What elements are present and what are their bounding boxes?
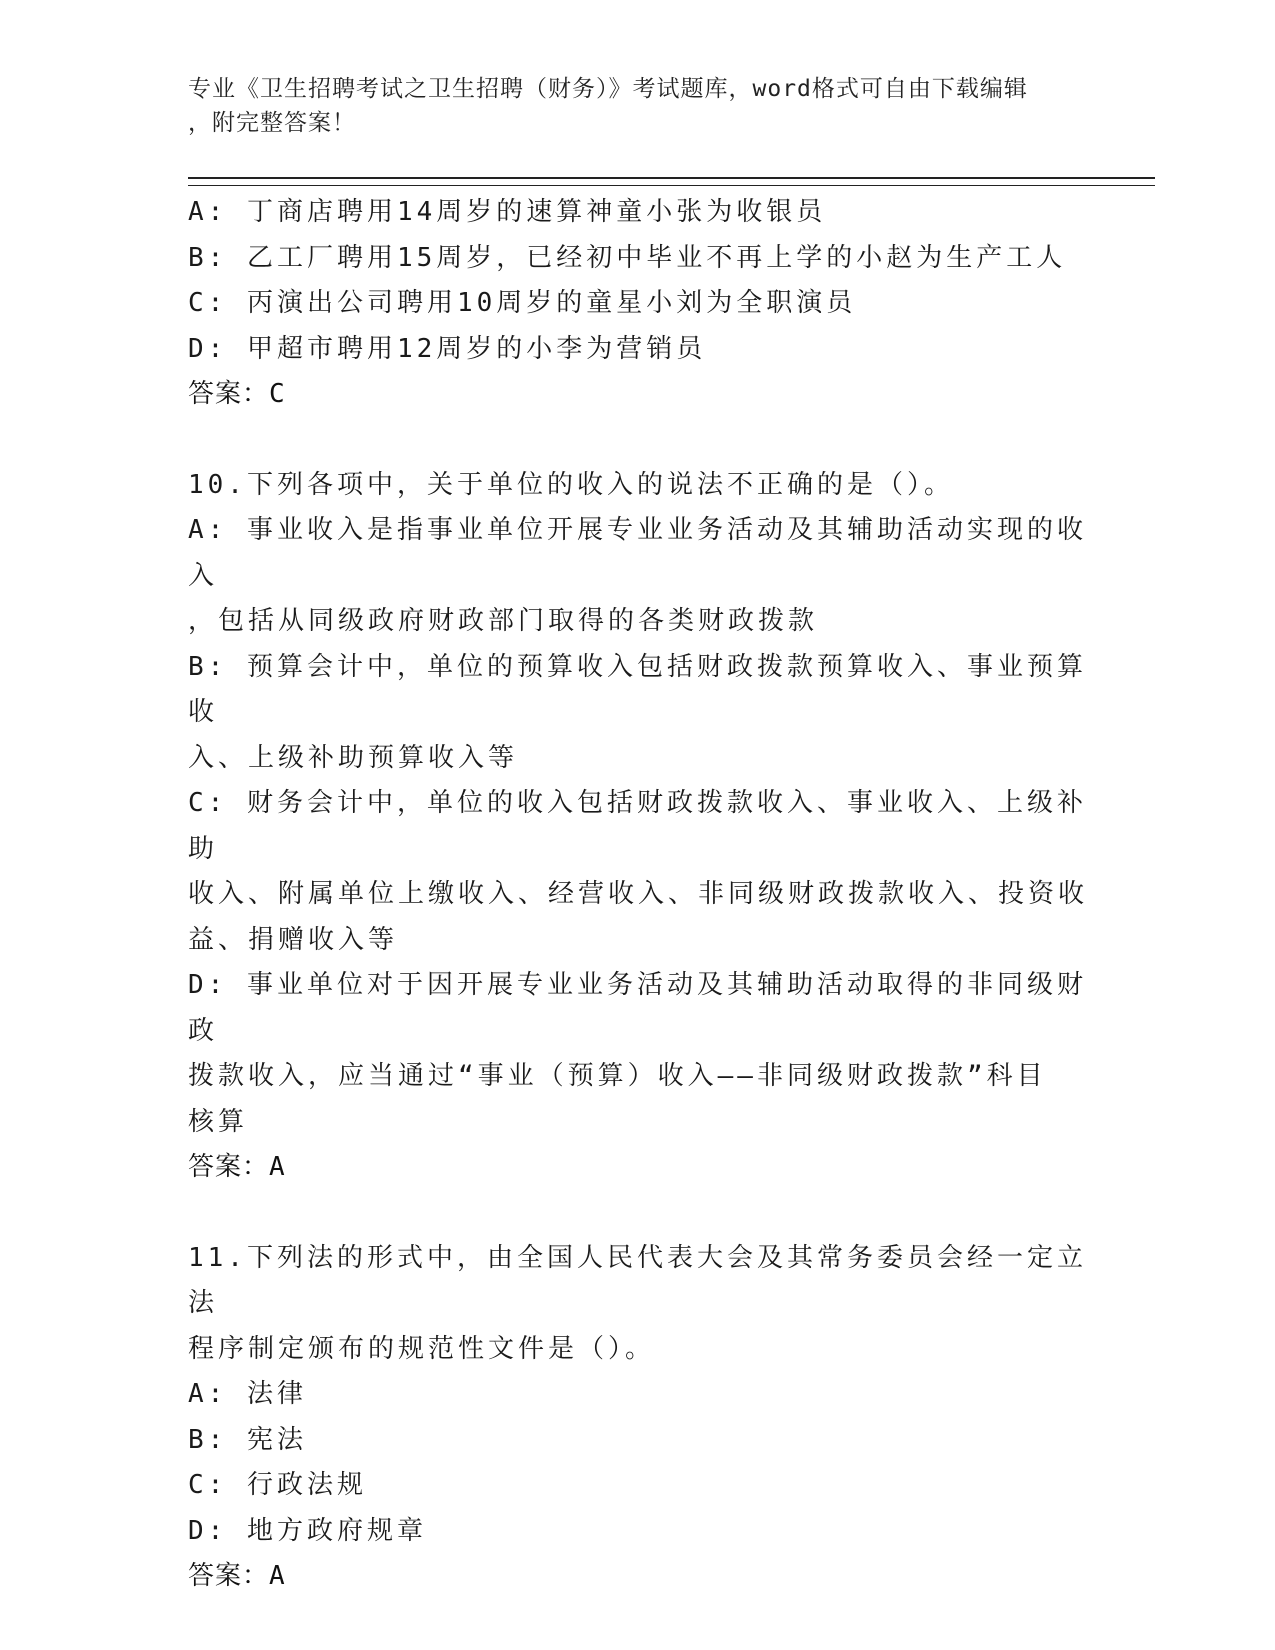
q11-stem-line-1: 11.下列法的形式中，由全国人民代表大会及其常务委员会经一定立法 [188, 1242, 1087, 1318]
q9-option-c: C: 丙演出公司聘用10周岁的童星小刘为全职演员 [188, 288, 857, 318]
q10-option-b-line-2: 入、上级补助预算收入等 [188, 742, 519, 773]
q10-option-d-line-2: 拨款收入，应当通过“事业（预算）收入——非同级财政拨款”科目 [188, 1061, 1047, 1091]
q11-answer-value: A [269, 1561, 286, 1591]
question-11 [188, 1236, 1088, 1600]
document-header [188, 72, 1088, 140]
q11-option-d: D: 地方政府规章 [188, 1515, 427, 1546]
question-10 [188, 463, 1088, 1191]
q10-option-a-line-2: ，包括从同级政府财政部门取得的各类财政拨款 [188, 606, 819, 636]
q10-option-c-line-1: C: 财务会计中，单位的收入包括财政拨款收入、事业收入、上级补助 [188, 788, 1087, 864]
q10-option-c-line-3: 益、捐赠收入等 [188, 924, 399, 955]
q11-answer [188, 1554, 1088, 1600]
q11-stem-line-2: 程序制定颁布的规范性文件是（）。 [188, 1333, 656, 1364]
q10-answer-label: 答案： [188, 1152, 270, 1182]
header-line-1: 专业《卫生招聘考试之卫生招聘（财务）》考试题库，word格式可自由下载编辑 [188, 76, 1028, 102]
q9-answer-label: 答案： [188, 379, 270, 409]
q11-option-b: B: 宪法 [188, 1424, 307, 1455]
q10-option-d-line-3: 核算 [188, 1106, 249, 1137]
question-9 [188, 190, 1088, 418]
q10-option-b-line-1: B: 预算会计中，单位的预算收入包括财政拨款预算收入、事业预算收 [188, 651, 1087, 727]
header-line-2: ，附完整答案！ [188, 110, 356, 136]
q11-option-c: C: 行政法规 [188, 1470, 367, 1500]
q10-option-c-line-2: 收入、附属单位上缴收入、经营收入、非同级财政拨款收入、投资收 [188, 879, 1089, 909]
q9-answer-value: C [269, 379, 286, 409]
q9-answer [188, 372, 1088, 418]
q10-option-d-line-1: D: 事业单位对于因开展专业业务活动及其辅助活动取得的非同级财政 [188, 970, 1087, 1046]
q10-option-a-line-1: A: 事业收入是指事业单位开展专业业务活动及其辅助活动实现的收入 [188, 515, 1087, 591]
q10-stem: 10.下列各项中，关于单位的收入的说法不正确的是（）。 [188, 469, 954, 500]
question-content [188, 190, 1088, 1600]
q11-option-a: A: 法律 [188, 1379, 307, 1409]
q11-answer-label: 答案： [188, 1561, 270, 1591]
q9-option-b: B: 乙工厂聘用15周岁，已经初中毕业不再上学的小赵为生产工人 [188, 242, 1067, 273]
q10-answer [188, 1145, 1088, 1191]
q9-option-d: D: 甲超市聘用12周岁的小李为营销员 [188, 333, 707, 364]
q9-option-a: A: 丁商店聘用14周岁的速算神童小张为收银员 [188, 197, 827, 227]
header-divider [188, 177, 1155, 186]
q10-answer-value: A [269, 1152, 286, 1182]
